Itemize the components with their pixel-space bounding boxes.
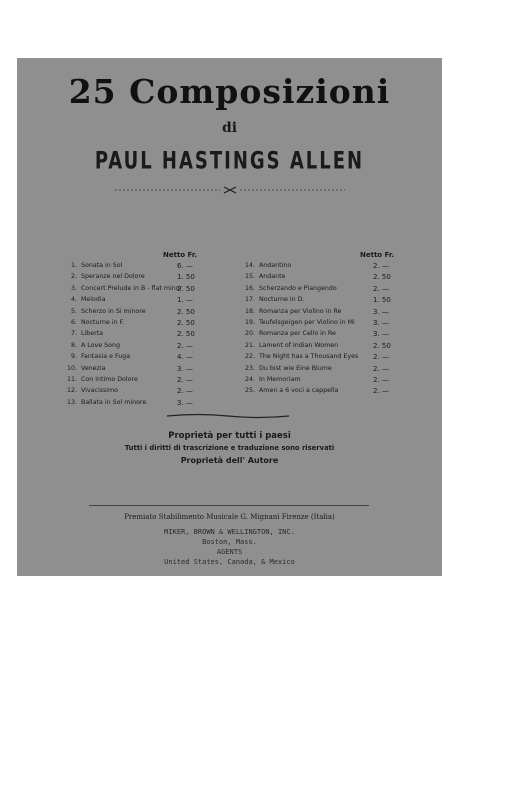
title-connector: di (221, 120, 238, 136)
title-page (17, 58, 442, 576)
list-item: 19. Teufelsgeigen per Violino in Mi 3. — (244, 318, 389, 327)
price-header-right: Netto Fr. (360, 251, 394, 259)
list-item: 2. Speranze nel Dolore 1. 50 (70, 273, 195, 282)
agent-stamp-territory: United States, Canada, & Mexico (164, 558, 295, 566)
list-item: 20. Romanza per Cello in Re 3. — (244, 330, 389, 339)
rights-notice-countries: Proprietà per tutti i paesi (168, 431, 291, 441)
ornamental-divider-middle (167, 413, 289, 419)
list-item: 15. Andante 2. 50 (244, 273, 391, 282)
list-item: 1. Sonata in Sol 6. — (70, 262, 193, 270)
list-item: 3. Concert Prelude in B - flat minor 2. 50 (70, 284, 195, 293)
list-item: 24. In Memoriam 2. — (244, 375, 389, 384)
list-item: 6. Nocturne in F. 2. 50 (70, 318, 195, 327)
list-item: 25. Amen a 6 voci a cappella 2. — (244, 387, 389, 396)
agent-stamp-city: Boston, Mass. (202, 538, 257, 546)
list-item: 11. Con intimo Dolore 2. — (66, 375, 193, 384)
list-item: 16. Scherzando e Piangendo 2. — (244, 284, 389, 293)
list-item: 14. Andantino 2. — (244, 262, 389, 270)
list-item: 7. Liberta 2. 50 (70, 330, 195, 339)
list-item: 12. Vivacissimo 2. — (66, 387, 193, 396)
list-item: 10. Venezia 3. — (66, 364, 193, 373)
list-item: 18. Romanza per Violino in Re 3. — (244, 307, 389, 316)
price-header-left: Netto Fr. (163, 251, 197, 259)
publisher-imprint: Premiato Stabilimento Musicale G. Mignani Firenze (Italia) (124, 513, 335, 521)
list-item: 22. The Night has a Thousand Eyes 2. — (244, 353, 389, 362)
list-item: 21. Lament of Indian Women 2. 50 (244, 341, 391, 350)
composition-list-right (243, 262, 413, 399)
list-item: 23. Du bist wie Eine Blume 2. — (244, 364, 389, 373)
agent-stamp-name: MIKER, BROWN & WELLINGTON, INC. (164, 528, 295, 536)
ornamental-divider-top (115, 186, 345, 194)
agent-stamp-role: AGENTS (216, 548, 243, 556)
list-item: 9. Fantasia e Fuga 4. — (70, 353, 193, 362)
list-item: 17. Nocturne in D. 1. 50 (244, 296, 391, 305)
rights-notice-author: Proprietà dell' Autore (180, 456, 279, 465)
imprint-divider (89, 505, 369, 506)
list-item: 8. A Love Song 2. — (70, 341, 193, 350)
page-title: 25 Composizioni (68, 72, 391, 111)
list-item: 4. Melodia 1. — (70, 296, 193, 305)
composer-name: PAUL HASTINGS ALLEN (94, 145, 365, 175)
composition-list-left (65, 262, 225, 410)
rights-notice-translation: Tutti i diritti di trascrizione e traduzione sono riservati (124, 444, 335, 452)
list-item: 5. Scherzo in Si minore 2. 50 (70, 307, 195, 316)
list-item: 13. Ballata in Sol minore 3. — (66, 398, 193, 407)
